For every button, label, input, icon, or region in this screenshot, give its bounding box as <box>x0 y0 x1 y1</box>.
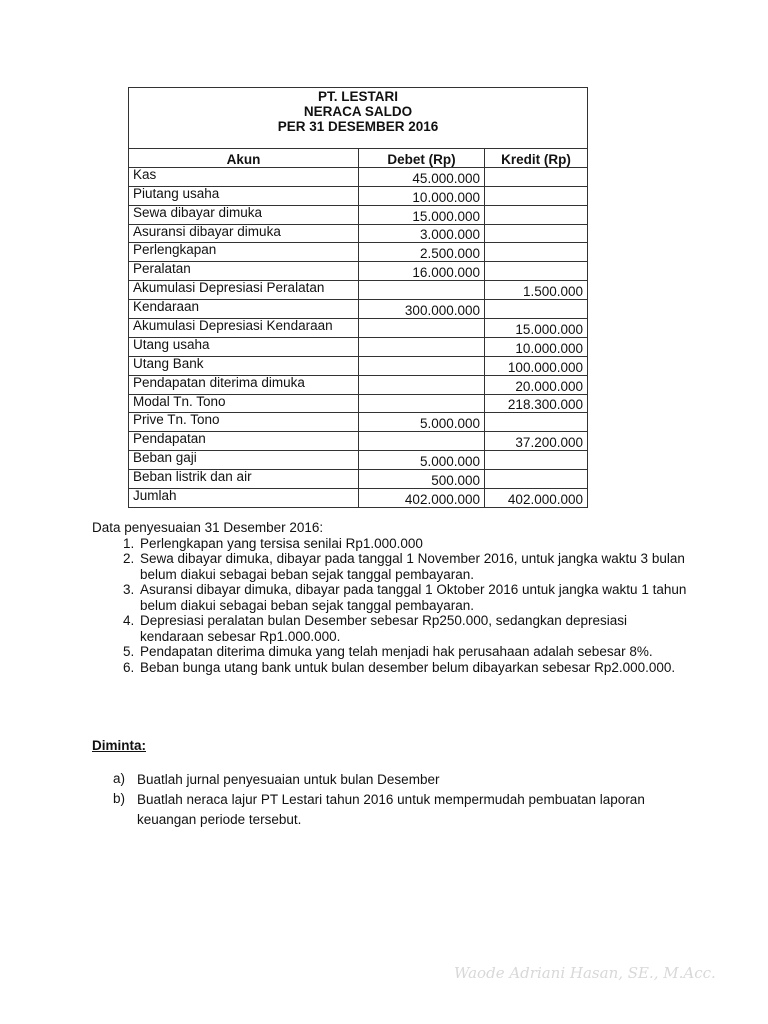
requested-heading: Diminta: <box>92 738 146 753</box>
table-row <box>129 167 588 186</box>
task-item <box>92 770 692 790</box>
adjustment-item: 2. Sewa dibayar dimuka, dibayar pada tanggal 1 November 2016, untuk jangka waktu 3 bulan belum diakui sebagai beban sejak tanggal pembayaran. <box>138 551 692 582</box>
credit-cell <box>485 451 588 470</box>
account-cell: Perlengkapan <box>129 243 359 262</box>
debit-cell: 2.500.000 <box>359 243 485 262</box>
report-name: NERACA SALDO <box>303 104 413 119</box>
credit-cell: 37.200.000 <box>485 432 588 451</box>
debit-cell: 16.000.000 <box>359 262 485 281</box>
table-row <box>129 243 588 262</box>
header-credit: Kredit (Rp) <box>485 149 588 168</box>
adjustment-item: 6. Beban bunga utang bank untuk bulan desember belum dibayarkan sebesar Rp2.000.000. <box>138 660 692 676</box>
debit-cell: 3.000.000 <box>359 224 485 243</box>
account-cell: Beban gaji <box>129 451 359 470</box>
account-cell: Kendaraan <box>129 300 359 319</box>
table-row <box>129 470 588 489</box>
account-cell: Kas <box>129 167 359 186</box>
author-watermark: Waode Adriani Hasan, SE., M.Acc. <box>454 964 716 982</box>
account-cell: Peralatan <box>129 262 359 281</box>
debit-cell: 5.000.000 <box>359 413 485 432</box>
account-cell: Jumlah <box>129 489 359 508</box>
table-row <box>129 319 588 338</box>
header-debit: Debet (Rp) <box>359 149 485 168</box>
credit-cell <box>485 186 588 205</box>
debit-cell: 300.000.000 <box>359 300 485 319</box>
task-text: Buatlah jurnal penyesuaian untuk bulan Desember <box>137 772 440 787</box>
account-cell: Utang Bank <box>129 356 359 375</box>
credit-cell <box>485 413 588 432</box>
table-row <box>129 432 588 451</box>
credit-cell: 100.000.000 <box>485 356 588 375</box>
table-row <box>129 337 588 356</box>
debit-cell <box>359 375 485 394</box>
credit-cell <box>485 243 588 262</box>
debit-cell: 500.000 <box>359 470 485 489</box>
adjustment-item: 5. Pendapatan diterima dimuka yang telah menjadi hak perusahaan adalah sebesar 8%. <box>138 644 692 660</box>
table-row <box>129 281 588 300</box>
table-row <box>129 205 588 224</box>
credit-cell <box>485 262 588 281</box>
account-cell: Modal Tn. Tono <box>129 394 359 413</box>
adjustment-item: 4. Depresiasi peralatan bulan Desember sebesar Rp250.000, sedangkan depresiasi kendaraan sebesar Rp1.000.000. <box>138 613 692 644</box>
credit-cell <box>485 300 588 319</box>
table-row <box>129 375 588 394</box>
table-row <box>129 489 588 508</box>
credit-cell: 402.000.000 <box>485 489 588 508</box>
credit-cell: 218.300.000 <box>485 394 588 413</box>
debit-cell <box>359 432 485 451</box>
credit-cell: 15.000.000 <box>485 319 588 338</box>
table-row <box>129 451 588 470</box>
task-list <box>92 770 692 830</box>
table-title <box>129 88 588 149</box>
table-row <box>129 224 588 243</box>
table-row <box>129 300 588 319</box>
credit-cell: 20.000.000 <box>485 375 588 394</box>
debit-cell: 15.000.000 <box>359 205 485 224</box>
account-cell: Pendapatan diterima dimuka <box>129 375 359 394</box>
account-cell: Beban listrik dan air <box>129 470 359 489</box>
credit-cell <box>485 205 588 224</box>
debit-cell: 402.000.000 <box>359 489 485 508</box>
debit-cell <box>359 319 485 338</box>
credit-cell <box>485 224 588 243</box>
debit-cell <box>359 394 485 413</box>
trial-balance-table <box>128 87 588 508</box>
debit-cell: 45.000.000 <box>359 167 485 186</box>
account-cell: Pendapatan <box>129 432 359 451</box>
debit-cell: 5.000.000 <box>359 451 485 470</box>
adjustment-item: 3. Asuransi dibayar dimuka, dibayar pada tanggal 1 Oktober 2016 untuk jangka waktu 1 tahun belum diakui sebagai beban sejak tanggal pembayaran. <box>138 582 692 613</box>
credit-cell <box>485 167 588 186</box>
header-account: Akun <box>129 149 359 168</box>
table-row <box>129 262 588 281</box>
task-item <box>92 790 692 830</box>
debit-cell <box>359 337 485 356</box>
debit-cell <box>359 356 485 375</box>
task-text: Buatlah neraca lajur PT Lestari tahun 2016 untuk mempermudah pembuatan laporan keuangan periode tersebut. <box>137 792 645 827</box>
adjustments-list <box>92 536 692 676</box>
account-cell: Utang usaha <box>129 337 359 356</box>
table-row <box>129 394 588 413</box>
adjustment-notes <box>92 520 692 675</box>
adjustments-heading: Data penyesuaian 31 Desember 2016: <box>92 520 324 535</box>
debit-cell <box>359 281 485 300</box>
company-name: PT. LESTARI <box>317 89 398 104</box>
table-row <box>129 186 588 205</box>
account-cell: Prive Tn. Tono <box>129 413 359 432</box>
debit-cell: 10.000.000 <box>359 186 485 205</box>
account-cell: Asuransi dibayar dimuka <box>129 224 359 243</box>
account-cell: Akumulasi Depresiasi Peralatan <box>129 281 359 300</box>
credit-cell: 10.000.000 <box>485 337 588 356</box>
account-cell: Sewa dibayar dimuka <box>129 205 359 224</box>
credit-cell <box>485 470 588 489</box>
task-label: a) <box>113 771 126 786</box>
table-row <box>129 413 588 432</box>
adjustment-item: 1. Perlengkapan yang tersisa senilai Rp1.000.000 <box>138 536 692 552</box>
table-row <box>129 356 588 375</box>
account-cell: Piutang usaha <box>129 186 359 205</box>
report-date: PER 31 DESEMBER 2016 <box>277 119 439 134</box>
credit-cell: 1.500.000 <box>485 281 588 300</box>
account-cell: Akumulasi Depresiasi Kendaraan <box>129 319 359 338</box>
task-label: b) <box>113 791 126 806</box>
